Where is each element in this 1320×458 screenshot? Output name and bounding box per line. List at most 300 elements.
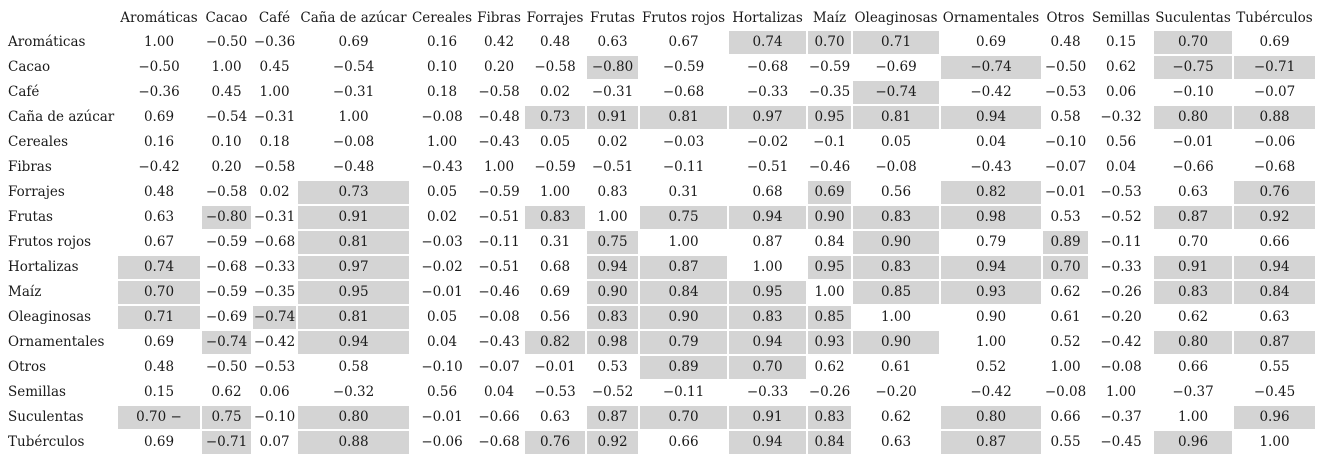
- table-cell: 0.45: [211, 84, 242, 100]
- table-cell: 0.56: [880, 184, 912, 200]
- table-cell: 0.18: [259, 134, 290, 150]
- table-cell: −0.06: [1253, 134, 1296, 150]
- table-cell: 0.62: [211, 384, 242, 400]
- table-cell: −0.68: [205, 259, 248, 275]
- table-cell: 0.90: [640, 306, 727, 329]
- table-cell: −0.36: [253, 34, 296, 50]
- table-cell: 0.69: [1259, 34, 1290, 50]
- table-cell: −0.42: [1100, 334, 1142, 350]
- table-cell: 0.70: [118, 281, 200, 304]
- table-cell: 0.82: [941, 181, 1041, 204]
- table-cell: −0.74: [941, 56, 1041, 79]
- table-cell: −0.33: [746, 384, 789, 400]
- table-cell: −0.68: [478, 434, 520, 450]
- table-cell: 0.73: [525, 106, 585, 129]
- table-cell: −0.08: [1100, 359, 1142, 375]
- table-cell: 0.81: [853, 106, 939, 129]
- table-cell: −0.42: [253, 334, 296, 350]
- table-cell: 0.16: [426, 34, 458, 50]
- table-cell: −0.80: [202, 206, 251, 229]
- table-cell: 1.00: [539, 184, 571, 200]
- column-header: Forrajes: [526, 10, 584, 26]
- table-cell: −0.08: [478, 309, 520, 325]
- row-label: Hortalizas: [8, 259, 79, 275]
- table-cell: 0.04: [483, 384, 515, 400]
- table-cell: −0.33: [253, 259, 296, 275]
- table-cell: 0.88: [298, 431, 409, 454]
- table-cell: 0.75: [587, 231, 638, 254]
- table-cell: 0.55: [1050, 434, 1081, 450]
- table-cell: 0.70: [1154, 31, 1232, 54]
- table-cell: 0.61: [1050, 309, 1081, 325]
- table-cell: 0.91: [298, 206, 409, 229]
- table-cell: 0.93: [941, 281, 1041, 304]
- table-cell: 0.69: [143, 334, 175, 350]
- table-cell: 0.71: [853, 31, 939, 54]
- table-cell: −0.50: [1044, 59, 1087, 75]
- table-cell: 0.94: [941, 106, 1041, 129]
- table-cell: 0.66: [1177, 359, 1209, 375]
- table-cell: 0.95: [808, 106, 851, 129]
- table-cell: 0.48: [1050, 34, 1081, 50]
- table-cell: −0.51: [478, 209, 520, 225]
- table-cell: 0.02: [597, 134, 628, 150]
- table-cell: −0.32: [332, 384, 375, 400]
- table-cell: −0.33: [1100, 259, 1142, 275]
- table-cell: 0.53: [597, 359, 628, 375]
- table-cell: 0.63: [143, 209, 175, 225]
- table-cell: 0.63: [1177, 184, 1209, 200]
- row-label: Oleaginosas: [8, 309, 92, 325]
- table-cell: 0.70: [640, 406, 727, 429]
- table-cell: −0.02: [746, 134, 789, 150]
- table-cell: −0.08: [332, 134, 375, 150]
- table-cell: 0.69: [143, 109, 175, 125]
- table-cell: 1.00: [975, 334, 1007, 350]
- table-cell: 0.74: [729, 31, 806, 54]
- table-cell: 0.69: [338, 34, 369, 50]
- table-cell: −0.71: [202, 431, 251, 454]
- table-cell: 0.83: [525, 206, 585, 229]
- table-cell: 0.83: [1154, 281, 1232, 304]
- row-label: Otros: [8, 359, 47, 375]
- table-cell: −0.43: [478, 334, 520, 350]
- table-cell: 0.48: [539, 34, 571, 50]
- table-cell: −0.42: [970, 84, 1012, 100]
- row-label: Caña de azúcar: [8, 109, 115, 125]
- column-header: Oleaginosas: [854, 10, 938, 26]
- table-cell: −0.37: [1100, 409, 1142, 425]
- table-cell: 1.00: [880, 309, 912, 325]
- table-cell: 0.45: [259, 59, 290, 75]
- table-cell: 0.87: [1234, 331, 1315, 354]
- column-header: Maíz: [812, 10, 847, 26]
- table-cell: 0.62: [880, 409, 912, 425]
- row-label: Tubérculos: [8, 434, 85, 450]
- table-cell: 1.00: [483, 159, 515, 175]
- table-cell: 0.04: [426, 334, 458, 350]
- table-cell: 0.83: [587, 306, 638, 329]
- table-cell: 0.63: [1259, 309, 1290, 325]
- column-header: Frutas: [590, 10, 635, 26]
- table-cell: 0.96: [1154, 431, 1232, 454]
- table-cell: −0.45: [1253, 384, 1296, 400]
- table-cell: 0.82: [525, 331, 585, 354]
- table-cell: 0.84: [640, 281, 727, 304]
- table-cell: 0.98: [941, 206, 1041, 229]
- row-label: Maíz: [8, 284, 42, 300]
- table-cell: 0.66: [1050, 409, 1081, 425]
- table-cell: −0.58: [205, 184, 248, 200]
- table-cell: −0.74: [202, 331, 251, 354]
- table-cell: −0.07: [478, 359, 520, 375]
- table-cell: −0.75: [1154, 56, 1232, 79]
- table-cell: −0.31: [332, 84, 375, 100]
- table-cell: 0.76: [525, 431, 585, 454]
- table-cell: 0.91: [729, 406, 806, 429]
- table-cell: 0.10: [426, 59, 458, 75]
- table-cell: −0.45: [1100, 434, 1142, 450]
- table-cell: −0.68: [1253, 159, 1296, 175]
- table-cell: −0.46: [808, 159, 851, 175]
- table-cell: 0.74: [118, 256, 200, 279]
- table-cell: −0.32: [1100, 109, 1142, 125]
- table-cell: 0.80: [298, 406, 409, 429]
- table-cell: −0.31: [253, 109, 296, 125]
- table-cell: −0.48: [478, 109, 520, 125]
- table-cell: 0.90: [853, 231, 939, 254]
- table-cell: 1.00: [211, 59, 242, 75]
- table-cell: 0.93: [808, 331, 851, 354]
- table-cell: 0.70: [729, 356, 806, 379]
- row-label: Semillas: [8, 384, 66, 400]
- table-cell: −0.11: [478, 234, 520, 250]
- table-cell: −0.03: [662, 134, 705, 150]
- table-cell: 0.62: [1050, 284, 1081, 300]
- table-cell: 0.06: [1105, 84, 1137, 100]
- table-cell: 0.84: [1234, 281, 1315, 304]
- table-cell: 0.87: [1154, 206, 1232, 229]
- column-header: Otros: [1046, 10, 1085, 26]
- table-cell: −0.10: [421, 359, 463, 375]
- row-label: Aromáticas: [8, 34, 86, 50]
- table-cell: 0.02: [539, 84, 571, 100]
- table-cell: 0.18: [426, 84, 458, 100]
- table-cell: 1.00: [668, 234, 699, 250]
- table-cell: 1.00: [597, 209, 628, 225]
- table-cell: 0.07: [259, 434, 290, 450]
- table-cell: 0.94: [729, 206, 806, 229]
- table-cell: 0.85: [808, 306, 851, 329]
- table-cell: 0.69: [808, 181, 851, 204]
- column-header: Café: [258, 10, 291, 26]
- table-cell: 0.06: [259, 384, 290, 400]
- table-cell: 0.63: [539, 409, 571, 425]
- table-cell: 0.90: [853, 331, 939, 354]
- table-cell: 0.73: [298, 181, 409, 204]
- table-cell: −0.71: [1234, 56, 1315, 79]
- table-cell: 0.98: [587, 331, 638, 354]
- table-cell: 0.70: [808, 31, 851, 54]
- table-cell: 0.04: [1105, 159, 1137, 175]
- table-cell: −0.59: [534, 159, 576, 175]
- table-cell: −0.42: [970, 384, 1012, 400]
- table-cell: 0.94: [1234, 256, 1315, 279]
- table-cell: −0.58: [534, 59, 576, 75]
- table-cell: 0.56: [1105, 134, 1137, 150]
- table-cell: 0.81: [298, 231, 409, 254]
- table-cell: 0.79: [640, 331, 727, 354]
- table-cell: −0.59: [205, 234, 248, 250]
- table-cell: −0.51: [591, 159, 634, 175]
- column-header: Suculentas: [1155, 10, 1231, 26]
- table-cell: 1.00: [426, 134, 458, 150]
- table-cell: −0.50: [138, 59, 180, 75]
- table-cell: 0.80: [1154, 106, 1232, 129]
- table-cell: 0.87: [640, 256, 727, 279]
- row-label: Ornamentales: [8, 334, 105, 350]
- row-label: Forrajes: [8, 184, 65, 200]
- table-cell: −0.20: [1100, 309, 1142, 325]
- table-cell: −0.03: [421, 234, 463, 250]
- column-header: Tubérculos: [1236, 10, 1313, 26]
- table-cell: 0.56: [426, 384, 458, 400]
- table-cell: −0.42: [138, 159, 180, 175]
- column-header: Caña de azúcar: [300, 10, 407, 26]
- table-cell: −0.10: [1044, 134, 1087, 150]
- table-cell: −0.58: [478, 84, 520, 100]
- table-cell: 0.02: [259, 184, 290, 200]
- table-cell: −0.66: [1172, 159, 1214, 175]
- table-cell: 0.69: [143, 434, 175, 450]
- table-cell: −0.31: [253, 209, 296, 225]
- table-cell: −0.50: [205, 359, 248, 375]
- table-cell: −0.10: [253, 409, 296, 425]
- table-cell: 0.68: [539, 259, 571, 275]
- table-cell: −0.35: [808, 84, 851, 100]
- table-cell: −0.01: [534, 359, 576, 375]
- table-cell: 0.95: [298, 281, 409, 304]
- column-header: Frutos rojos: [641, 10, 726, 26]
- table-cell: 0.96: [1234, 406, 1315, 429]
- table-cell: −0.68: [746, 59, 789, 75]
- column-header: Hortalizas: [732, 10, 803, 26]
- table-cell: −0.31: [591, 84, 634, 100]
- table-cell: −0.11: [662, 384, 705, 400]
- table-cell: 0.20: [483, 59, 515, 75]
- table-cell: 0.69: [975, 34, 1007, 50]
- table-cell: −0.01: [1044, 184, 1087, 200]
- table-cell: 1.00: [1050, 359, 1081, 375]
- table-cell: 0.15: [143, 384, 175, 400]
- column-header: Cereales: [411, 10, 473, 26]
- table-cell: −0.11: [1100, 234, 1142, 250]
- row-label: Suculentas: [8, 409, 84, 425]
- table-cell: 0.58: [1050, 109, 1081, 125]
- table-cell: 0.83: [853, 256, 939, 279]
- table-cell: 0.90: [975, 309, 1007, 325]
- table-cell: 0.80: [1154, 331, 1232, 354]
- table-cell: 0.04: [975, 134, 1007, 150]
- table-cell: 1.00: [1259, 434, 1290, 450]
- table-cell: −0.26: [1100, 284, 1142, 300]
- table-cell: 0.70 −: [118, 406, 200, 429]
- table-cell: 0.66: [1259, 234, 1290, 250]
- table-cell: −0.74: [253, 306, 296, 329]
- table-cell: −0.07: [1044, 159, 1087, 175]
- table-cell: 0.62: [1105, 59, 1137, 75]
- table-cell: −0.53: [1100, 184, 1142, 200]
- table-cell: 0.87: [752, 234, 783, 250]
- table-cell: −0.59: [808, 59, 851, 75]
- table-cell: −0.43: [970, 159, 1012, 175]
- table-cell: 1.00: [752, 259, 783, 275]
- table-cell: 1.00: [143, 34, 175, 50]
- table-cell: −0.02: [421, 259, 463, 275]
- table-cell: 0.63: [597, 34, 628, 50]
- table-cell: 0.68: [752, 184, 783, 200]
- table-cell: −0.01: [421, 409, 463, 425]
- table-cell: 0.75: [202, 406, 251, 429]
- table-cell: −0.08: [421, 109, 463, 125]
- table-cell: 0.94: [587, 256, 638, 279]
- table-cell: 0.70: [1177, 234, 1209, 250]
- table-cell: 0.71: [118, 306, 200, 329]
- table-cell: 0.94: [298, 331, 409, 354]
- table-cell: −0.59: [205, 284, 248, 300]
- table-cell: 0.87: [941, 431, 1041, 454]
- table-cell: −0.54: [332, 59, 375, 75]
- table-cell: 0.83: [808, 406, 851, 429]
- table-cell: 0.80: [941, 406, 1041, 429]
- table-cell: −0.68: [253, 234, 296, 250]
- table-cell: 0.10: [211, 134, 242, 150]
- table-cell: 0.67: [143, 234, 175, 250]
- table-cell: −0.01: [421, 284, 463, 300]
- table-cell: −0.1: [813, 134, 846, 150]
- table-cell: 1.00: [1105, 384, 1137, 400]
- table-cell: −0.10: [1172, 84, 1214, 100]
- row-label: Frutas: [8, 209, 53, 225]
- table-cell: 0.84: [808, 431, 851, 454]
- table-cell: 1.00: [338, 109, 369, 125]
- table-cell: 0.66: [668, 434, 699, 450]
- table-cell: −0.35: [253, 284, 296, 300]
- table-cell: 0.89: [640, 356, 727, 379]
- table-cell: 0.70: [1043, 256, 1088, 279]
- table-cell: 0.76: [1234, 181, 1315, 204]
- table-cell: −0.53: [534, 384, 576, 400]
- table-cell: 0.48: [143, 184, 175, 200]
- table-cell: −0.51: [478, 259, 520, 275]
- table-cell: 1.00: [1177, 409, 1209, 425]
- table-cell: 0.90: [587, 281, 638, 304]
- table-cell: −0.80: [587, 56, 638, 79]
- table-cell: 0.88: [1234, 106, 1315, 129]
- row-label: Fibras: [8, 159, 52, 175]
- table-cell: −0.36: [138, 84, 180, 100]
- table-cell: 1.00: [259, 84, 290, 100]
- table-cell: 0.31: [539, 234, 571, 250]
- table-cell: −0.43: [478, 134, 520, 150]
- row-label: Frutos rojos: [8, 234, 92, 250]
- row-label: Cereales: [8, 134, 69, 150]
- row-label: Café: [8, 84, 40, 100]
- table-cell: 0.05: [880, 134, 912, 150]
- column-header: Aromáticas: [120, 10, 198, 26]
- table-cell: 0.05: [539, 134, 571, 150]
- table-cell: 0.20: [211, 159, 242, 175]
- table-cell: 0.56: [539, 309, 571, 325]
- table-cell: 0.05: [426, 184, 458, 200]
- table-cell: −0.01: [1172, 134, 1214, 150]
- table-cell: 0.83: [853, 206, 939, 229]
- table-cell: 0.53: [1050, 209, 1081, 225]
- table-cell: 0.58: [338, 359, 369, 375]
- table-cell: 0.61: [880, 359, 912, 375]
- table-cell: 0.92: [587, 431, 638, 454]
- table-cell: −0.48: [332, 159, 375, 175]
- table-cell: 0.55: [1259, 359, 1290, 375]
- table-cell: 0.67: [668, 34, 699, 50]
- table-cell: −0.52: [591, 384, 634, 400]
- table-cell: 0.84: [814, 234, 845, 250]
- table-cell: −0.59: [662, 59, 705, 75]
- table-cell: 0.83: [597, 184, 628, 200]
- table-cell: 1.00: [814, 284, 845, 300]
- table-cell: −0.11: [662, 159, 705, 175]
- table-cell: −0.51: [746, 159, 789, 175]
- table-cell: 0.94: [729, 331, 806, 354]
- table-cell: 0.52: [1050, 334, 1081, 350]
- column-header: Semillas: [1092, 10, 1150, 26]
- table-cell: −0.69: [205, 309, 248, 325]
- table-cell: −0.43: [421, 159, 463, 175]
- table-cell: 0.83: [729, 306, 806, 329]
- table-cell: 0.90: [808, 206, 851, 229]
- table-cell: 0.95: [808, 256, 851, 279]
- table-cell: 0.62: [1177, 309, 1209, 325]
- table-cell: 0.05: [426, 309, 458, 325]
- table-cell: 0.91: [587, 106, 638, 129]
- table-cell: 0.79: [975, 234, 1007, 250]
- table-cell: 0.02: [426, 209, 458, 225]
- table-cell: −0.53: [1044, 84, 1087, 100]
- table-cell: −0.08: [875, 159, 917, 175]
- table-cell: −0.20: [875, 384, 917, 400]
- table-cell: 0.81: [640, 106, 727, 129]
- table-cell: 0.85: [853, 281, 939, 304]
- table-cell: −0.59: [478, 184, 520, 200]
- table-cell: 0.94: [729, 431, 806, 454]
- table-cell: 0.94: [941, 256, 1041, 279]
- table-cell: −0.08: [1044, 384, 1087, 400]
- table-cell: 0.48: [143, 359, 175, 375]
- row-label: Cacao: [8, 59, 51, 75]
- table-cell: −0.66: [478, 409, 520, 425]
- table-cell: −0.53: [253, 359, 296, 375]
- table-cell: 0.97: [729, 106, 806, 129]
- table-cell: −0.37: [1172, 384, 1214, 400]
- column-header: Fibras: [477, 10, 521, 26]
- table-cell: 0.75: [640, 206, 727, 229]
- table-cell: −0.68: [662, 84, 705, 100]
- table-cell: 0.62: [814, 359, 845, 375]
- table-cell: −0.06: [421, 434, 463, 450]
- table-cell: 0.92: [1234, 206, 1315, 229]
- table-cell: 0.97: [298, 256, 409, 279]
- table-cell: −0.74: [853, 81, 939, 104]
